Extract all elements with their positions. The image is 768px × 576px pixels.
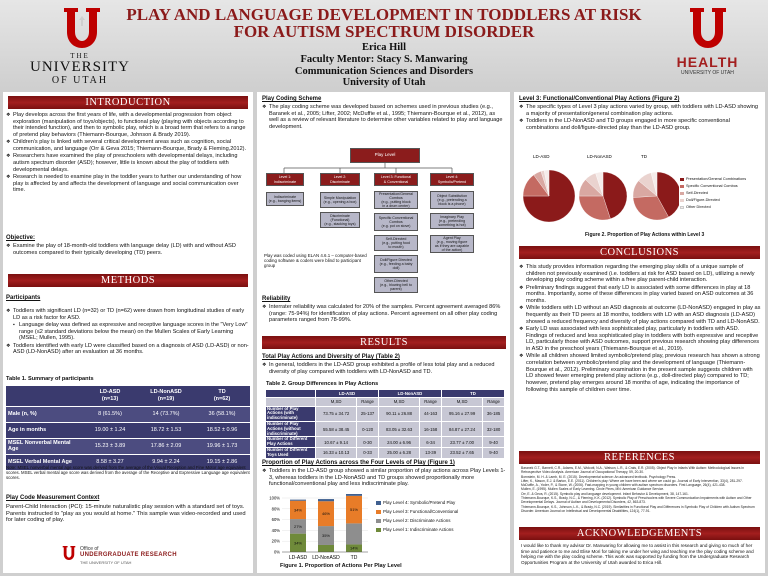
reliability-text [262,304,506,325]
figure2-legend [680,176,764,211]
l3-self-directed-node: Self-Directed (e.g., putting food to mouth) [374,235,418,251]
university-block-u-logo [62,6,102,50]
table1-header: TD (n=62) [194,386,250,406]
figure1-caption: Figure 1. Proportion of Actions Per Play Level [280,563,402,569]
table2-group-header: LD-NonASD [378,390,441,398]
table2-group-header: TD [441,390,504,398]
reference-item: Orr, E. & Geva, R. (2015). Symbolic play and language development. Infant Behavior & Development, 38, 147-161. [521,491,689,496]
legend-item [680,197,764,204]
table1-header: LD-NonASD (n=19) [138,386,194,406]
legend-swatch [376,519,381,523]
table2-cell: 9-40 [483,437,505,448]
play-actions-table [265,389,505,459]
l4-agent-node: Agent Play (e.g., moving figure as if they are capable of the action) [430,235,474,253]
y-tick-label: 100% [269,495,280,501]
y-tick-label: 40% [271,527,280,533]
y-tick-label: 0% [273,549,280,555]
table2-group-header: LD-ASD [316,390,379,398]
objective-text [6,243,250,257]
table2-row [266,421,505,436]
bar-segment [346,523,362,544]
reference-item: Bornstein, M. H. & Lamb, M. E. (2015). Developmental science: An advanced textbook. Psychology Press. [521,474,677,479]
legend-label: Other Directed [686,205,711,209]
conclusion-bullet: ❖ Preliminary findings suggest that early LD is associated with some differences in play at 18 months. Importantly, some of these differences in play varied based on ASD outcomes at 36 months. [519,285,761,305]
l2-simple-manipulation-node: Simple Manipulation (e.g., opening a box) [320,192,360,208]
legend-swatch [376,510,381,514]
data-label: 46% [321,511,331,517]
legend-label: Play Level 3: Functional/Conventional [383,509,459,514]
department: Communication Sciences and Disorders [294,66,474,77]
table2-cell: Number of Play Actions (without indiscriminate) [266,421,316,436]
university: University of Utah [342,77,426,88]
proportion-text [262,468,506,489]
introduction-text [6,112,250,194]
level-1-node: Level 1: Indiscriminate [266,173,304,186]
table2-cell: 24.00 ± 6.96 [378,437,419,448]
table2-subheader: Range [357,398,379,406]
total-play-label: Total Play Actions and Diversity of Play (Table 2) [262,354,400,360]
total-play-bullet: ❖ In general, toddlers in the LD-ASD group exhibited a profile of less total play and a reduced diversity of play compared with toddlers with LD-NonASD and TD. [262,362,506,375]
diagram-connectors [262,163,506,173]
reference-item: Mullen, E. (1995). Mullen Scales of Early Learning. Circle Pines, MN: American Guidance Service. [521,487,665,492]
legend-item [376,525,508,534]
reliability-label: Reliability [262,296,291,302]
results-heading: RESULTS [262,336,506,349]
data-label: 35% [321,533,331,539]
poster-title-line2: FOR AUTISM SPECTRUM DISORDER [233,22,535,41]
intro-bullet: ❖ Children's play is linked with several critical development areas such as cognition, social communication, and language (Orr & Geva 2015; Thiemann-Bourque, Brady & Fleming,2012). [6,139,250,152]
l2-discriminate-node: Discriminate (Functional) (e.g., stacking toys) [320,212,360,228]
conclusion-bullet: ❖ Early LD was associated with less sophisticated play, particularly in toddlers with ASD. Findings of reduced and less sophisticated play in toddlers with both expressive and receptive LD, particularly those with ASD outcomes, support previous research showing play differences in ASD in the preschool years (Thiemann-Bourque et al., 2019). [519,326,761,353]
table2-title: Table 2. Group Differences in Play Actions [266,381,379,387]
table2-cell: 16-158 [420,421,442,436]
table1-cell: Age in months [6,422,82,438]
participants-table [6,386,250,471]
proportion-label: Proportion of Play Actions across the Four Levels of Play (Figure 1) [262,460,455,466]
table2-subheader: Range [420,398,442,406]
l3-other-directed-node: Other-Directed (e.g., blowing bell to parent) [374,277,418,293]
reference-item: Thiemann-Bourque, K.S., Brady, N.C., & Fleming, K.K. (2012). Symbolic Play of Preschoolers with Severe Communication Impairments with Autism and Other Developmental Delays. Journal of Autism and Developmental Disorders, 42, 863-873. [521,496,752,505]
table2-cell: Number of Different Toys Used [266,447,316,458]
legend-label: Specific Conventional Combos [686,184,738,188]
y-tick-label: 60% [271,517,280,523]
play-coding-heading: Play Coding Scheme [262,96,322,102]
references-list [521,466,761,513]
table2-cell: 83.05 ± 32.63 [378,421,419,436]
legend-label: Self-Directed [686,191,708,195]
office-of: Office of [80,546,99,552]
table1-cell: 8.58 ± 3.27 [82,454,138,470]
level3-heading: Level 3: Functional/Conventional Play Actions (Figure 2) [519,96,680,102]
health-block-u-logo [688,6,728,50]
figure2-pie-charts [519,150,679,230]
legend-swatch [680,206,684,209]
level-3-node: Level 3: Functional & Conventional [374,173,418,186]
table1-cell: 19.96 ± 1.73 [194,438,250,454]
l3-presentation-node: Presentation/General Combos (e.g., putting block in a drum center) [374,191,418,209]
intro-bullet: ❖ Research is needed to examine play in the toddler years to further our understanding of how play is affected by and affects the development of language and social communication over time. [6,174,250,194]
proportion-bullet: ❖ Toddlers in the LD-ASD group showed a similar proportion of play actions across Play Levels 1-3, whereas toddlers in the LD-NonASD and TD groups showed proportionally more functional/conventional play and less indiscriminate play. [262,468,506,488]
table2-cell: 44-163 [420,406,442,421]
table1-note: Note: MSEL nonverbal mental age score was derived from the average of the Visual Reception and Fine Motor age equivalent scores. MSEL verbal mental age score was derived from the average of the Receptive and Expressive Language age equivalent scores. [6,465,250,480]
data-label: 34% [293,540,303,546]
reference-item: Thiemann-Bourque, K.S., Johnson, L.K., & Brady, N.C. (2019). Similarities in Functional Play and Differences in Symbolic Play of Children with Autism Spectrum Disorder. American Journal on Intellectual and Developmental Disabilities, 124(1), 77-91. [521,504,755,513]
legend-label: Play Level 1: Indiscriminate Actions [383,527,454,532]
table2-cell: 55.58 ± 38.45 [316,421,357,436]
table2-cell: 0-33 [357,447,379,458]
table2-cell: 9-40 [483,447,505,458]
pcm-label: Play Code Measurement Context [6,495,100,501]
pie-title: TD [641,154,647,159]
methods-text [6,308,250,356]
table1-cell: 36 (58.1%) [194,406,250,422]
table2-cell: 95.16 ± 27.99 [441,406,482,421]
author: Erica Hill [361,42,407,53]
table1-row [6,406,250,422]
legend-swatch [680,192,684,195]
table2-cell: 23.77 ± 7.00 [441,437,482,448]
legend-item [680,183,764,190]
participants-label: Participants [6,295,41,301]
data-label: 34% [293,507,303,513]
table2-cell: 23.52 ± 7.65 [441,447,482,458]
table1-cell: 17.86 ± 2.09 [138,438,194,454]
level-2-node: Level 2: Discriminate [320,173,360,186]
l1-indiscriminate-node: Indiscriminate (e.g., banging items) [266,192,304,206]
bar-segment [346,494,362,496]
x-category-label: LD-ASD [288,555,308,561]
undergraduate-research: UNDERGRADUATE RESEARCH [80,552,177,558]
legend-label: Play Level 4: Symbolic/Pretend Play [383,500,456,505]
table1-cell: 19.15 ± 2.86 [194,454,250,470]
methods-subbullet: ▪ Language delay was defined as expressive and receptive language scores in the "Very Low" range (≤2 standard deviations below the mean) on the Mullen Scales of Early Learning (MSEL; Mullen, 1995). [6,322,250,342]
diagram-top-node: Play Level [350,148,420,163]
acknowledgements-heading: ACKNOWLEDGEMENTS [519,527,760,540]
table2-cell: 90.11 ± 26.88 [378,406,419,421]
data-label: 14% [349,545,359,551]
logo-health: HEALTH [676,54,739,70]
y-tick-label: 80% [271,506,280,512]
figure1-legend [376,498,508,534]
office-block-u-logo [62,545,76,561]
conclusion-bullet: ❖ While all children showed limited symbolic/pretend play, previous research has shown a strong correlation between symbolic/pretend play and the development of language (Thiemann-Bourque et al., 2012). Preliminary examination in the present sample suggests children with LD showed fewer emerging pretend play actions (e.g., doll-directed play) compared to TD; however, pretend play emerges around 18 months of age, indicating the importance of following this sample of children over time. [519,353,761,393]
table2-row [266,437,505,448]
reference-item: McDuffie, A., Yoder, P., & Stone, W. (2006). Fast-mapping in young children with autism spectrum disorders. First Language, 26(4), 421-438. [521,483,726,488]
legend-label: Presentation/General Combinations [686,177,747,181]
table2-cell: 32-180 [483,421,505,436]
y-tick-label: 20% [271,538,280,544]
conclusion-bullet: ❖ While toddlers with LD without an ASD diagnosis at outcome (LD-NonASD) engaged in play as frequently as their TD peers at 18 months, toddlers with LD with an ASD diagnosis (LD-ASD) showed a reduced frequency and diversity of play actions compared with TD and LD-NonASD. [519,305,761,325]
reference-item: Baranek G.T., Barnett, C.R., Adams, E.M., Wolcott, N.A., Watson, L.R., & Crais, E.R. (2005). Object Play in Infants With Autism: Methodological Issues in Retrospective Video Analysis. American Journal of Occupational Therapy, 59, 20-30. [521,466,744,475]
table2-cell: 16.33 ± 10.13 [316,447,357,458]
legend-item [680,190,764,197]
table1-cell: 19.00 ± 1.24 [82,422,138,438]
x-category-label: LD-NonASD [312,555,340,561]
legend-swatch [376,528,381,532]
references-heading: REFERENCES [519,451,760,464]
table2-row [266,447,505,458]
introduction-heading: INTRODUCTION [8,96,248,109]
conclusions-heading: CONCLUSIONS [519,246,760,259]
table1-cell: 18.52 ± 0.96 [194,422,250,438]
legend-swatch [680,185,684,188]
legend-swatch [680,199,684,202]
l4-object-substitution-node: Object Substitution (e.g., pretending a block is a phone) [430,191,474,209]
total-play-text [262,362,506,376]
table2-row [266,406,505,421]
coding-software-note: Play was coded using ELAN 4.6.1 – computer-based coding software & coders were blind to participant group [264,253,367,268]
table1-row [6,438,250,454]
legend-label: Play Level 2: Discriminate Actions [383,518,451,523]
table2-cell: 73.75 ± 34.72 [316,406,357,421]
table1-cell: Male (n, %) [6,406,82,422]
l4-imaginary-node: Imaginary Play (e.g., pretending something is hot) [430,213,474,229]
table2-cell: Number of Play Actions (with indiscriminate) [266,406,316,421]
legend-label: Doll/Figure-Directed [686,198,720,202]
table2-cell: 84.87 ± 27.24 [441,421,482,436]
table2-cell: 25-137 [357,406,379,421]
data-label: 27% [293,523,303,529]
objective-bullet: ❖ Examine the play of 18-month-old toddlers with language delay (LD) with and without ASD outcomes compared to their typically developing (TD) peers. [6,243,250,256]
legend-item [376,507,508,516]
logo-of-utah: OF UTAH [51,75,109,86]
logo-the: THE [70,52,90,60]
conclusions-text [519,264,761,394]
objective-label: Objective: [6,235,36,241]
bar-segment [318,545,334,552]
methods-bullet: ❖ Toddlers with significant LD (n=32) or TD (n=62) were drawn from longitudinal studies of early LD as a risk factor for ASD. [6,308,250,321]
poster-title-line1: PLAY AND LANGUAGE DEVELOPMENT IN TODDLERS AT RISK [126,5,642,24]
figure2-caption: Figure 2. Proportion of Play Actions within Level 3 [585,232,705,238]
reference-item: Lifter, K., Mason, E.J. & Barton, E.E. (2011). Children's play: Where we have been and where we could go. Journal of Early Intervention, 33(4), 281-297. [521,478,743,483]
legend-item [376,498,508,507]
play-coding-bullet: ❖ The play coding scheme was developed based on schemes used in previous studies (e.g., Baranek et al., 2005; Lifter, 2002; McDuffie et al., 1995; Thiemann-Bourque et al., 2012), as well as a review of relevant literature to determine other variables related to play and language development. [262,104,506,131]
x-category-label: TD [350,555,358,561]
methods-heading: METHODS [8,274,248,287]
intro-bullet: ❖ Researchers have examined the play of preschoolers with developmental delays, including autism spectrum disorder (ASD); however, little is known about the play of toddlers with developmental delays. [6,153,250,173]
table1-row [6,422,250,438]
l3-doll-directed-node: Doll/Figure Directed (e.g., feeding a baby doll) [374,255,418,273]
table1-cell: 18.72 ± 1.53 [138,422,194,438]
table2-cell: 6-34 [420,437,442,448]
table2-subheader: M,SD [378,398,419,406]
l3-specific-node: Specific Conventional Combos (e.g. pot on stove) [374,213,418,231]
pie-title: LD-NonASD [587,154,612,159]
table1-cell: MSEL Verbal Mental Age [6,454,82,470]
data-label: 51% [349,507,359,513]
faculty-mentor: Faculty Mentor: Stacy S. Manwaring [300,54,468,65]
logo-university: UNIVERSITY [30,59,130,75]
level3-bullet: ❖ The specific types of Level 3 play actions varied by group, with toddlers with LD-ASD showing a majority of presentation/general combination play actions. [519,104,761,117]
legend-item [680,176,764,183]
table1-cell: MSEL Nonverbal Mental Age [6,438,82,454]
legend-item [680,204,764,211]
table2-subheader: M,SD [316,398,357,406]
table2-cell: 13-39 [420,447,442,458]
table2-cell: 0-120 [357,421,379,436]
level3-text [519,104,761,132]
table1-header: LD-ASD (n=13) [82,386,138,406]
table1-cell: 14 (73.7%) [138,406,194,422]
logo-health-univ: UNIVERSITY OF UTAH [681,70,734,76]
table2-cell: 36-185 [483,406,505,421]
legend-swatch [680,178,684,181]
table1-title: Table 1. Summary of participants [6,376,94,382]
table2-subheader: Range [483,398,505,406]
bar-segment [318,499,334,501]
table2-cell: 0-30 [357,437,379,448]
table2-cell: 25.00 ± 6.28 [378,447,419,458]
methods-bullet: ❖ Toddlers identified with early LD were classified based on a diagnosis of ASD (LD-ASD) or non-ASD (LD-NonASD) after an evaluation at 36 months. [6,343,250,356]
figure1-stacked-bar-chart [262,494,372,562]
legend-item [376,516,508,525]
intro-bullet: ❖ Play develops across the first years of life, with a developmental progression from object exploration (manipulation of toys/objects), to functional play (playing with objects according to their intended function), and then to symbolic play, which is a broad term that refers to a range of pretend play behaviors (Thiemann-Bourque, Johnson & Brady 2019). [6,112,250,139]
pie-title: LD-ASD [533,154,550,159]
table1-cell: 9.94 ± 2.24 [138,454,194,470]
conclusion-bullet: ❖ This study provides information regarding the emerging play skills of a unique sample of children not previously examined (i.e. toddlers at risk for ASD based on LD), utilizing a newly developing play coding scheme within a free play parent-child interaction. [519,264,761,284]
level3-bullet: ❖ Toddlers in the LD-NonASD and TD groups engaged in more specific conventional combinations and doll/figure-directed play than the LD-ASD group. [519,118,761,131]
pcm-text: Parent-Child Interaction (PCI): 15-minute naturalistic play session with a standard set of toys. Parents instructed to "play as you would at home." This sample was video-recorded and used for later coding of play. [6,504,246,524]
table2-cell: Number of Different Play Actions [266,437,316,448]
acknowledgements-text: I would like to thank my advisor Dr. Manwaring for allowing me to assist in this research and giving so much of her time and patience to me and Elise Mori for taking me under her wing and teaching me the play coding scheme and helping me with the play coding scheme. This work was supported by funding from the Undergraduate Research Opportunities Program at the University of Utah awarded to Erica Hill. [521,543,754,565]
play-coding-text [262,104,506,131]
table1-cell: 8 (61.5%) [82,406,138,422]
bar-segment [290,500,306,501]
office-univ: THE UNIVERSITY OF UTAH [80,560,132,565]
table2-subheader: M,SD [441,398,482,406]
table2-cell: 10.67 ± 9.14 [316,437,357,448]
reliability-bullet: ❖ Interrater reliability was calculated for 20% of the samples. Percent agreement averaged 86% (range: 75-94%) for identification of play actions. Percent agreement on all other play coding parameters ranged from 78-99%. [262,304,506,324]
table1-cell: 15.23 ± 3.89 [82,438,138,454]
level-4-node: Level 4: Symbolic/Pretend [430,173,474,186]
legend-swatch [376,501,381,505]
